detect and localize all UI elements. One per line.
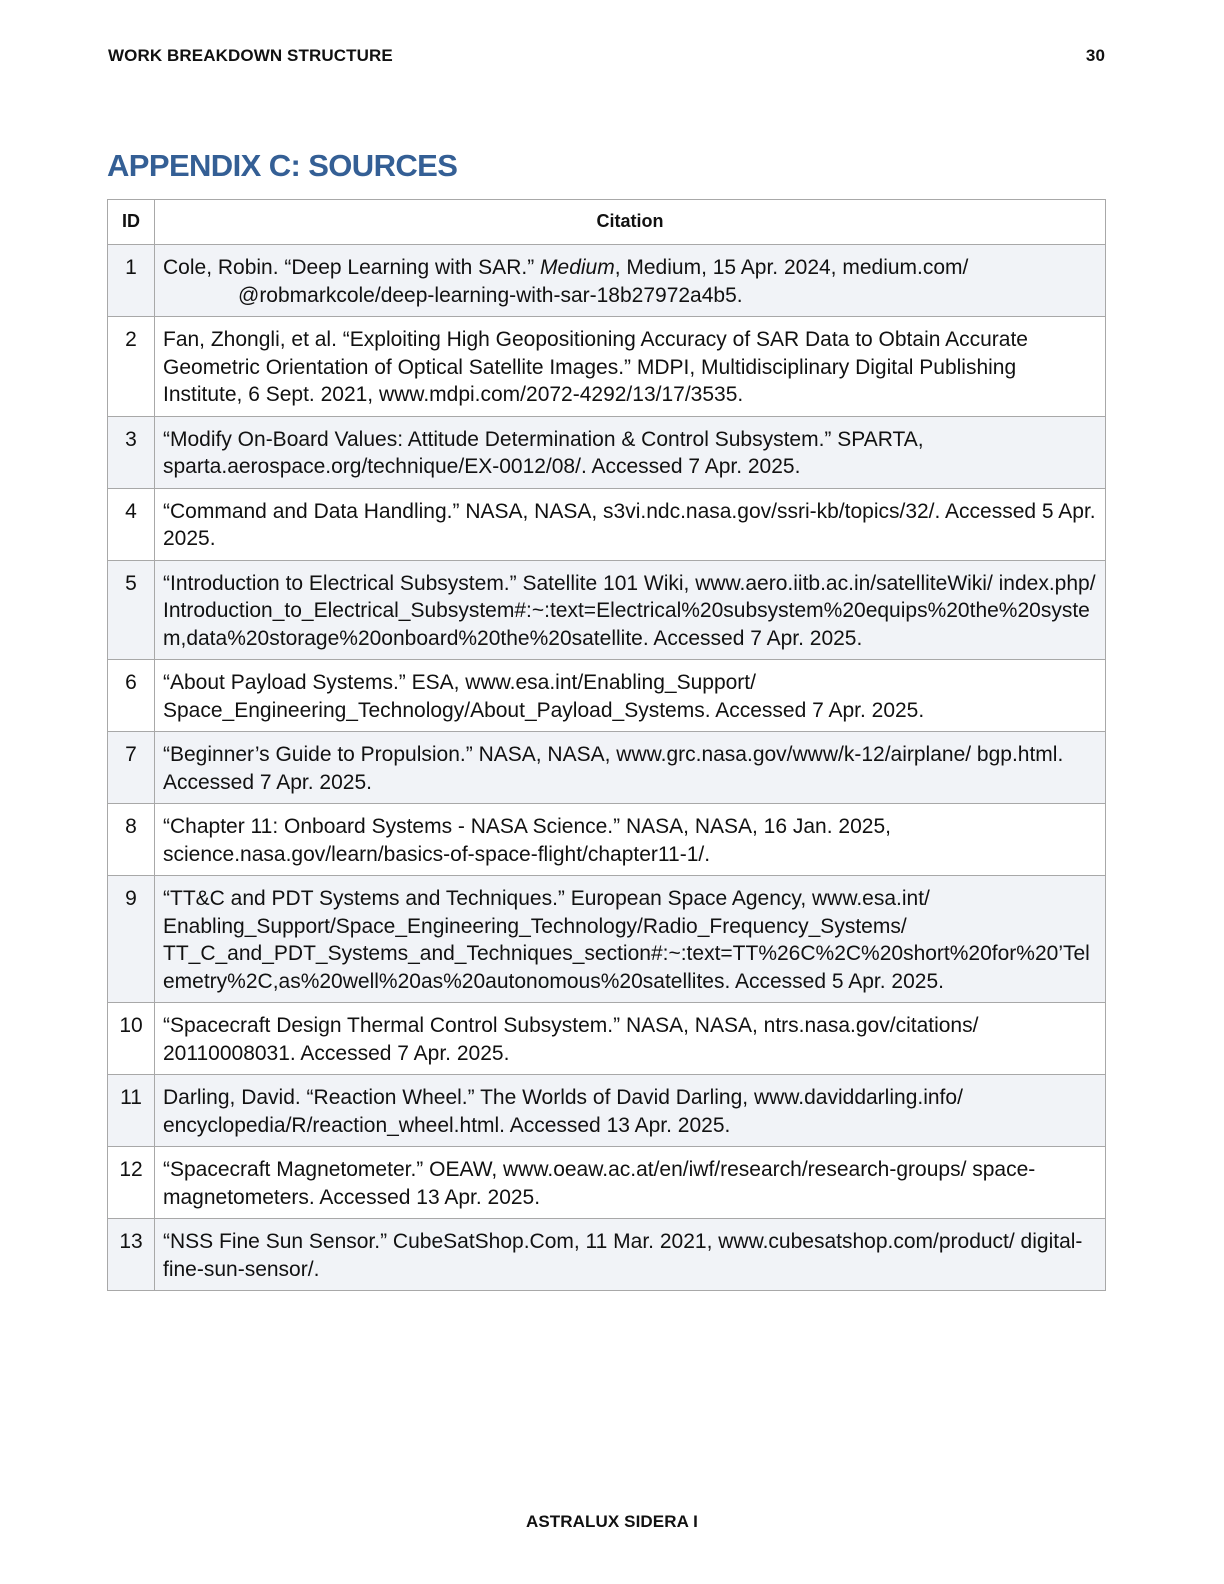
citation-cell: “Chapter 11: Onboard Systems - NASA Science.” NASA, NASA, 16 Jan. 2025, science.nasa.gov/learn/basics-of-space-flight/chapter11-1/. xyxy=(155,804,1106,876)
running-header xyxy=(108,46,1105,66)
table-row xyxy=(108,416,1106,488)
table-row xyxy=(108,317,1106,417)
id-cell: 4 xyxy=(108,488,155,560)
id-cell: 11 xyxy=(108,1075,155,1147)
table-row xyxy=(108,1003,1106,1075)
citation-cell: “Beginner’s Guide to Propulsion.” NASA, NASA, www.grc.nasa.gov/www/k-12/airplane/ bgp.html. Accessed 7 Apr. 2025. xyxy=(155,732,1106,804)
citation-cell: “Command and Data Handling.” NASA, NASA, s3vi.ndc.nasa.gov/ssri-kb/topics/32/. Accessed 5 Apr. 2025. xyxy=(155,488,1106,560)
citation-cell: Darling, David. “Reaction Wheel.” The Worlds of David Darling, www.daviddarling.info/ encyclopedia/R/reaction_wheel.html. Accessed 13 Apr. 2025. xyxy=(155,1075,1106,1147)
table-row xyxy=(108,1219,1106,1291)
id-cell: 3 xyxy=(108,416,155,488)
citation-publication: Medium xyxy=(540,256,615,279)
sources-table xyxy=(107,199,1106,1291)
citation-cell: “Spacecraft Design Thermal Control Subsystem.” NASA, NASA, ntrs.nasa.gov/citations/ 20110008031. Accessed 7 Apr. 2025. xyxy=(155,1003,1106,1075)
table-row xyxy=(108,488,1106,560)
citation-text: , Medium, 15 Apr. 2024, medium.com/ xyxy=(614,256,969,279)
id-cell: 6 xyxy=(108,660,155,732)
citation-cell: “Introduction to Electrical Subsystem.” Satellite 101 Wiki, www.aero.iitb.ac.in/satelliteWiki/ index.php/ Introduction_to_Electrical_Subsystem#:~:text=Electrical%20subsystem%20equips%20the%20system,data%20storage%20onboard%20the%20satellite. Accessed 7 Apr. 2025. xyxy=(155,560,1106,660)
header-section-title: WORK BREAKDOWN STRUCTURE xyxy=(108,46,393,65)
column-header-citation: Citation xyxy=(155,200,1106,245)
table-row xyxy=(108,245,1106,317)
id-cell: 9 xyxy=(108,876,155,1003)
table-row xyxy=(108,660,1106,732)
table-row xyxy=(108,1075,1106,1147)
citation-text: Cole, Robin. “Deep Learning with SAR.” xyxy=(163,256,541,279)
page-title: APPENDIX C: SOURCES xyxy=(107,148,458,183)
id-cell: 12 xyxy=(108,1147,155,1219)
citation-cell: “About Payload Systems.” ESA, www.esa.int/Enabling_Support/ Space_Engineering_Technology/About_Payload_Systems. Accessed 7 Apr. 2025. xyxy=(155,660,1106,732)
citation-cell xyxy=(155,245,1106,317)
citation-cell: Fan, Zhongli, et al. “Exploiting High Geopositioning Accuracy of SAR Data to Obtain Accurate Geometric Orientation of Optical Satellite Images.” MDPI, Multidisciplinary Digital Publishing Institute, 6 Sept. 2021, www.mdpi.com/2072-4292/13/17/3535. xyxy=(155,317,1106,417)
table-row xyxy=(108,876,1106,1003)
table-header-row xyxy=(108,200,1106,245)
running-footer: ASTRALUX SIDERA I xyxy=(525,1512,699,1531)
id-cell: 10 xyxy=(108,1003,155,1075)
table-row xyxy=(108,732,1106,804)
table-row xyxy=(108,1147,1106,1219)
citation-cell: “TT&C and PDT Systems and Techniques.” European Space Agency, www.esa.int/ Enabling_Support/Space_Engineering_Technology/Radio_Frequency_Systems/ TT_C_and_PDT_Systems_and_Techniques_section#:~:text=TT%26C%2C%20short%20for%20’Telemetry%2C,as%20well%20as%20autonomous%20satellites. Accessed 5 Apr. 2025. xyxy=(155,876,1106,1003)
table-row xyxy=(108,804,1106,876)
id-cell: 5 xyxy=(108,560,155,660)
id-cell: 1 xyxy=(108,245,155,317)
citation-cell: “Spacecraft Magnetometer.” OEAW, www.oeaw.ac.at/en/iwf/research/research-groups/ space-magnetometers. Accessed 13 Apr. 2025. xyxy=(155,1147,1106,1219)
column-header-id: ID xyxy=(108,200,155,245)
id-cell: 8 xyxy=(108,804,155,876)
table-row xyxy=(108,560,1106,660)
id-cell: 7 xyxy=(108,732,155,804)
citation-cell: “NSS Fine Sun Sensor.” CubeSatShop.Com, 11 Mar. 2021, www.cubesatshop.com/product/ digital-fine-sun-sensor/. xyxy=(155,1219,1106,1291)
citation-cell: “Modify On-Board Values: Attitude Determination & Control Subsystem.” SPARTA, sparta.aerospace.org/technique/EX-0012/08/. Accessed 7 Apr. 2025. xyxy=(155,416,1106,488)
id-cell: 2 xyxy=(108,317,155,417)
citation-continuation: @robmarkcole/deep-learning-with-sar-18b27972a4b5. xyxy=(238,283,743,307)
id-cell: 13 xyxy=(108,1219,155,1291)
page-number: 30 xyxy=(1085,46,1105,65)
